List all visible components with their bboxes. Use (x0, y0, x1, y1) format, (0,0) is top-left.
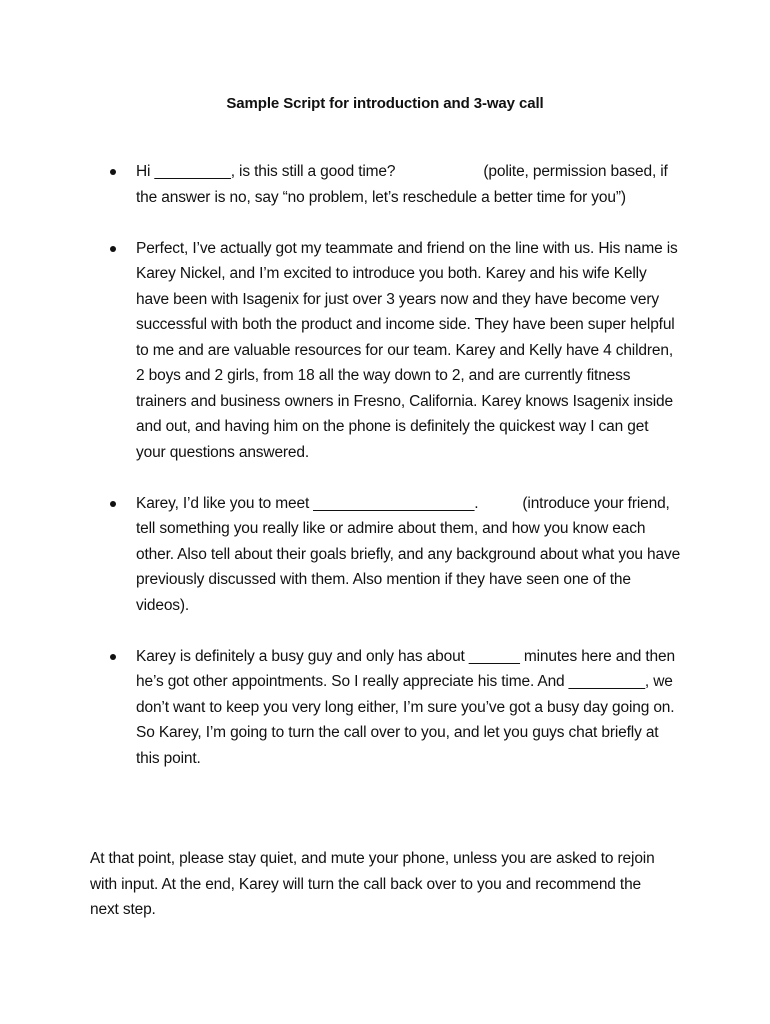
bullet-dot-icon (110, 246, 116, 252)
document-title: Sample Script for introduction and 3-way call (226, 95, 544, 112)
handoff-text: Karey is definitely a busy guy and only has about ______ minutes here and then he’s got other appointments. So I really appreciate his time. And _________, we don’t want to keep you very long either, I’m sure you’ve got a busy day going on. So Karey, I’m going to turn the call over to you, and let you guys chat briefly at this point. (136, 647, 675, 767)
script-bullet-meet (136, 491, 681, 619)
script-bullet-introduction (136, 236, 681, 466)
bullet-dot-icon (110, 654, 116, 660)
meet-note: (introduce your friend, tell something you really like or admire about them, and how you know each other. Also tell about their goals briefly, and any background about what you have previously discussed with them. Also mention if they have seen one of the videos). (136, 494, 681, 614)
script-bullet-list (136, 159, 681, 797)
closing-paragraph: At that point, please stay quiet, and mute your phone, unless you are asked to rejoin with input. At the end, Karey will turn the call back over to you and recommend the next step. (90, 850, 655, 918)
script-bullet-greeting (136, 159, 681, 210)
greeting-note: (polite, permission based, if the answer is no, say “no problem, let’s reschedule a better time for you”) (136, 163, 668, 206)
meet-line: Karey, I’d like you to meet ___________________. (136, 494, 479, 512)
script-bullet-handoff (136, 644, 681, 772)
introduction-text: Perfect, I’ve actually got my teammate and friend on the line with us. His name is Karey Nickel, and I’m excited to introduce you both. Karey and his wife Kelly have been with Isagenix for just over 3 years now and they have become very successful with both the product and income side. They have been super helpful to me and are valuable resources for our team. Karey and Kelly have 4 children, 2 boys and 2 girls, from 18 all the way down to 2, and are currently fitness trainers and business owners in Fresno, California. Karey knows Isagenix inside and out, and having him on the phone is definitely the quickest way I can get your questions answered. (136, 239, 678, 461)
bullet-dot-icon (110, 169, 116, 175)
bullet-dot-icon (110, 501, 116, 507)
greeting-line: Hi _________, is this still a good time? (136, 163, 396, 180)
